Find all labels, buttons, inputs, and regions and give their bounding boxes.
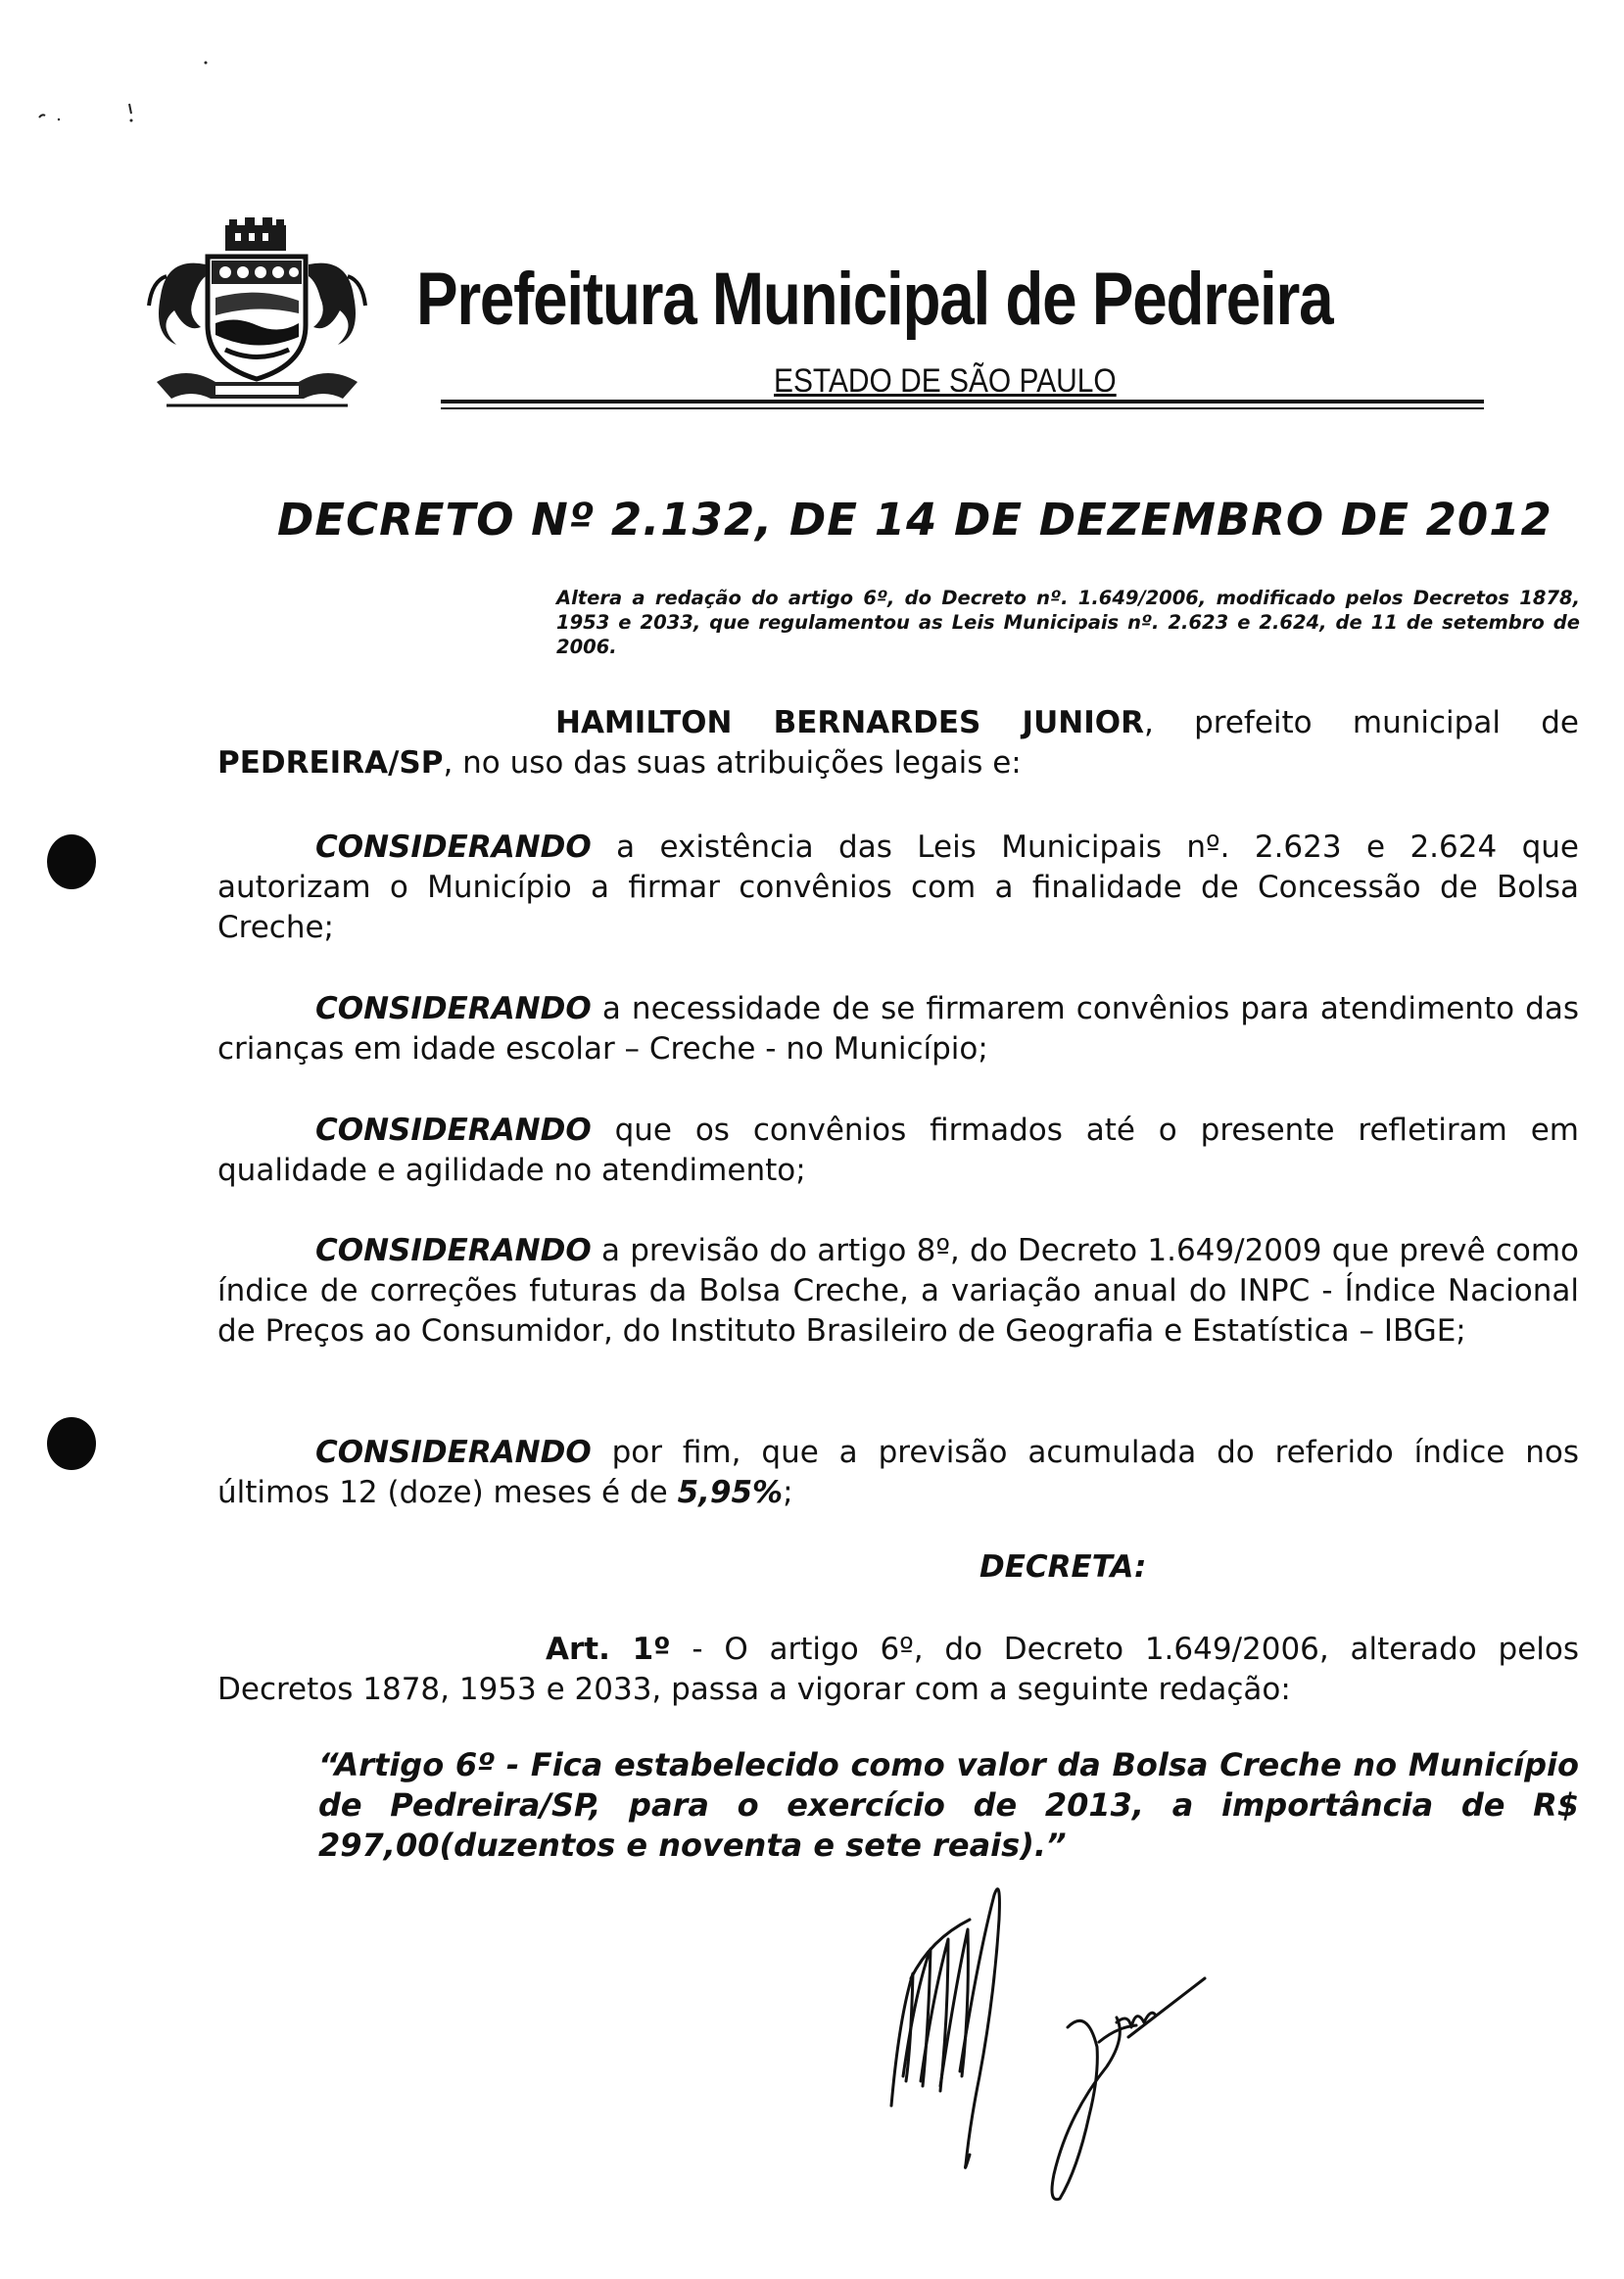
considerando-text: a previsão do artigo 8º, do Decreto 1.649/2009 que prevê como índice de correções futuras da Bolsa Creche, a variação anual do INPC - Índice Nacional de Preços ao Consumidor, do Instituto Brasileiro de Geografia e Estatística – IBGE; xyxy=(217,1233,1579,1349)
scan-specks xyxy=(20,49,215,137)
considerando-keyword: CONSIDERANDO xyxy=(315,1435,592,1470)
considerando-keyword: CONSIDERANDO xyxy=(315,1233,592,1268)
considerando-keyword: CONSIDERANDO xyxy=(315,1113,592,1148)
considerando-4 xyxy=(217,1231,1579,1352)
considerando-2 xyxy=(217,989,1579,1069)
considerando-text: a necessidade de se firmarem convênios para atendimento das crianças em idade escolar – Creche - no Município; xyxy=(217,991,1579,1067)
article-quote: “Artigo 6º - Fica estabelecido como valor da Bolsa Creche no Município de Pedreira/SP, para o exercício de 2013, a importância de R$ 297,00(duzentos e noventa e sete reais).” xyxy=(318,1746,1579,1864)
state-name: ESTADO DE SÃO PAULO xyxy=(774,362,1117,400)
index-percentage: 5,95% xyxy=(677,1475,784,1510)
preamble xyxy=(217,703,1579,783)
considerando-text: a existência das Leis Municipais nº. 2.623 e 2.624 que autorizam o Município a firmar convênios com a finalidade de Concessão de Bolsa Creche; xyxy=(217,830,1579,945)
considerando-keyword: CONSIDERANDO xyxy=(315,830,592,865)
punch-hole xyxy=(47,834,96,889)
considerando-5 xyxy=(217,1433,1579,1513)
organization-name: Prefeitura Municipal de Pedreira xyxy=(416,258,1333,341)
letterhead-rule xyxy=(441,400,1484,404)
signature-image xyxy=(872,1880,1244,2204)
punch-hole xyxy=(47,1417,96,1470)
considerando-1 xyxy=(217,828,1579,948)
preamble-text-2: , no uso das suas atribuições legais e: xyxy=(443,745,1022,781)
considerando-text: por fim, que a previsão acumulada do referido índice nos últimos 12 (doze) meses é de xyxy=(217,1435,1579,1510)
coat-of-arms-icon xyxy=(147,217,367,413)
letterhead-rule-thin xyxy=(441,407,1484,409)
considerando-tail: ; xyxy=(783,1475,793,1510)
preamble-text-1: , prefeito municipal de xyxy=(1143,705,1579,740)
article-text: - O artigo 6º, do Decreto 1.649/2006, alterado pelos Decretos 1878, 1953 e 2033, passa a vigorar com a seguinte redação: xyxy=(217,1632,1579,1707)
article-1 xyxy=(217,1630,1579,1710)
mayor-name: HAMILTON BERNARDES JUNIOR xyxy=(555,705,1144,740)
city-name: PEDREIRA/SP xyxy=(217,745,444,781)
article-label: Art. 1º xyxy=(546,1632,671,1667)
decreta-heading: DECRETA: xyxy=(979,1549,1147,1585)
considerando-3 xyxy=(217,1111,1579,1191)
decree-summary: Altera a redação do artigo 6º, do Decreto nº. 1.649/2006, modificado pelos Decretos 1878, 1953 e 2033, que regulamentou as Leis Municipais nº. 2.623 e 2.624, de 11 de setembro de 2006. xyxy=(556,587,1580,658)
decree-title: DECRETO Nº 2.132, DE 14 DE DEZEMBRO DE 2012 xyxy=(277,494,1552,546)
considerando-text: que os convênios firmados até o presente refletiram em qualidade e agilidade no atendimento; xyxy=(217,1113,1579,1188)
considerando-keyword: CONSIDERANDO xyxy=(315,991,592,1026)
